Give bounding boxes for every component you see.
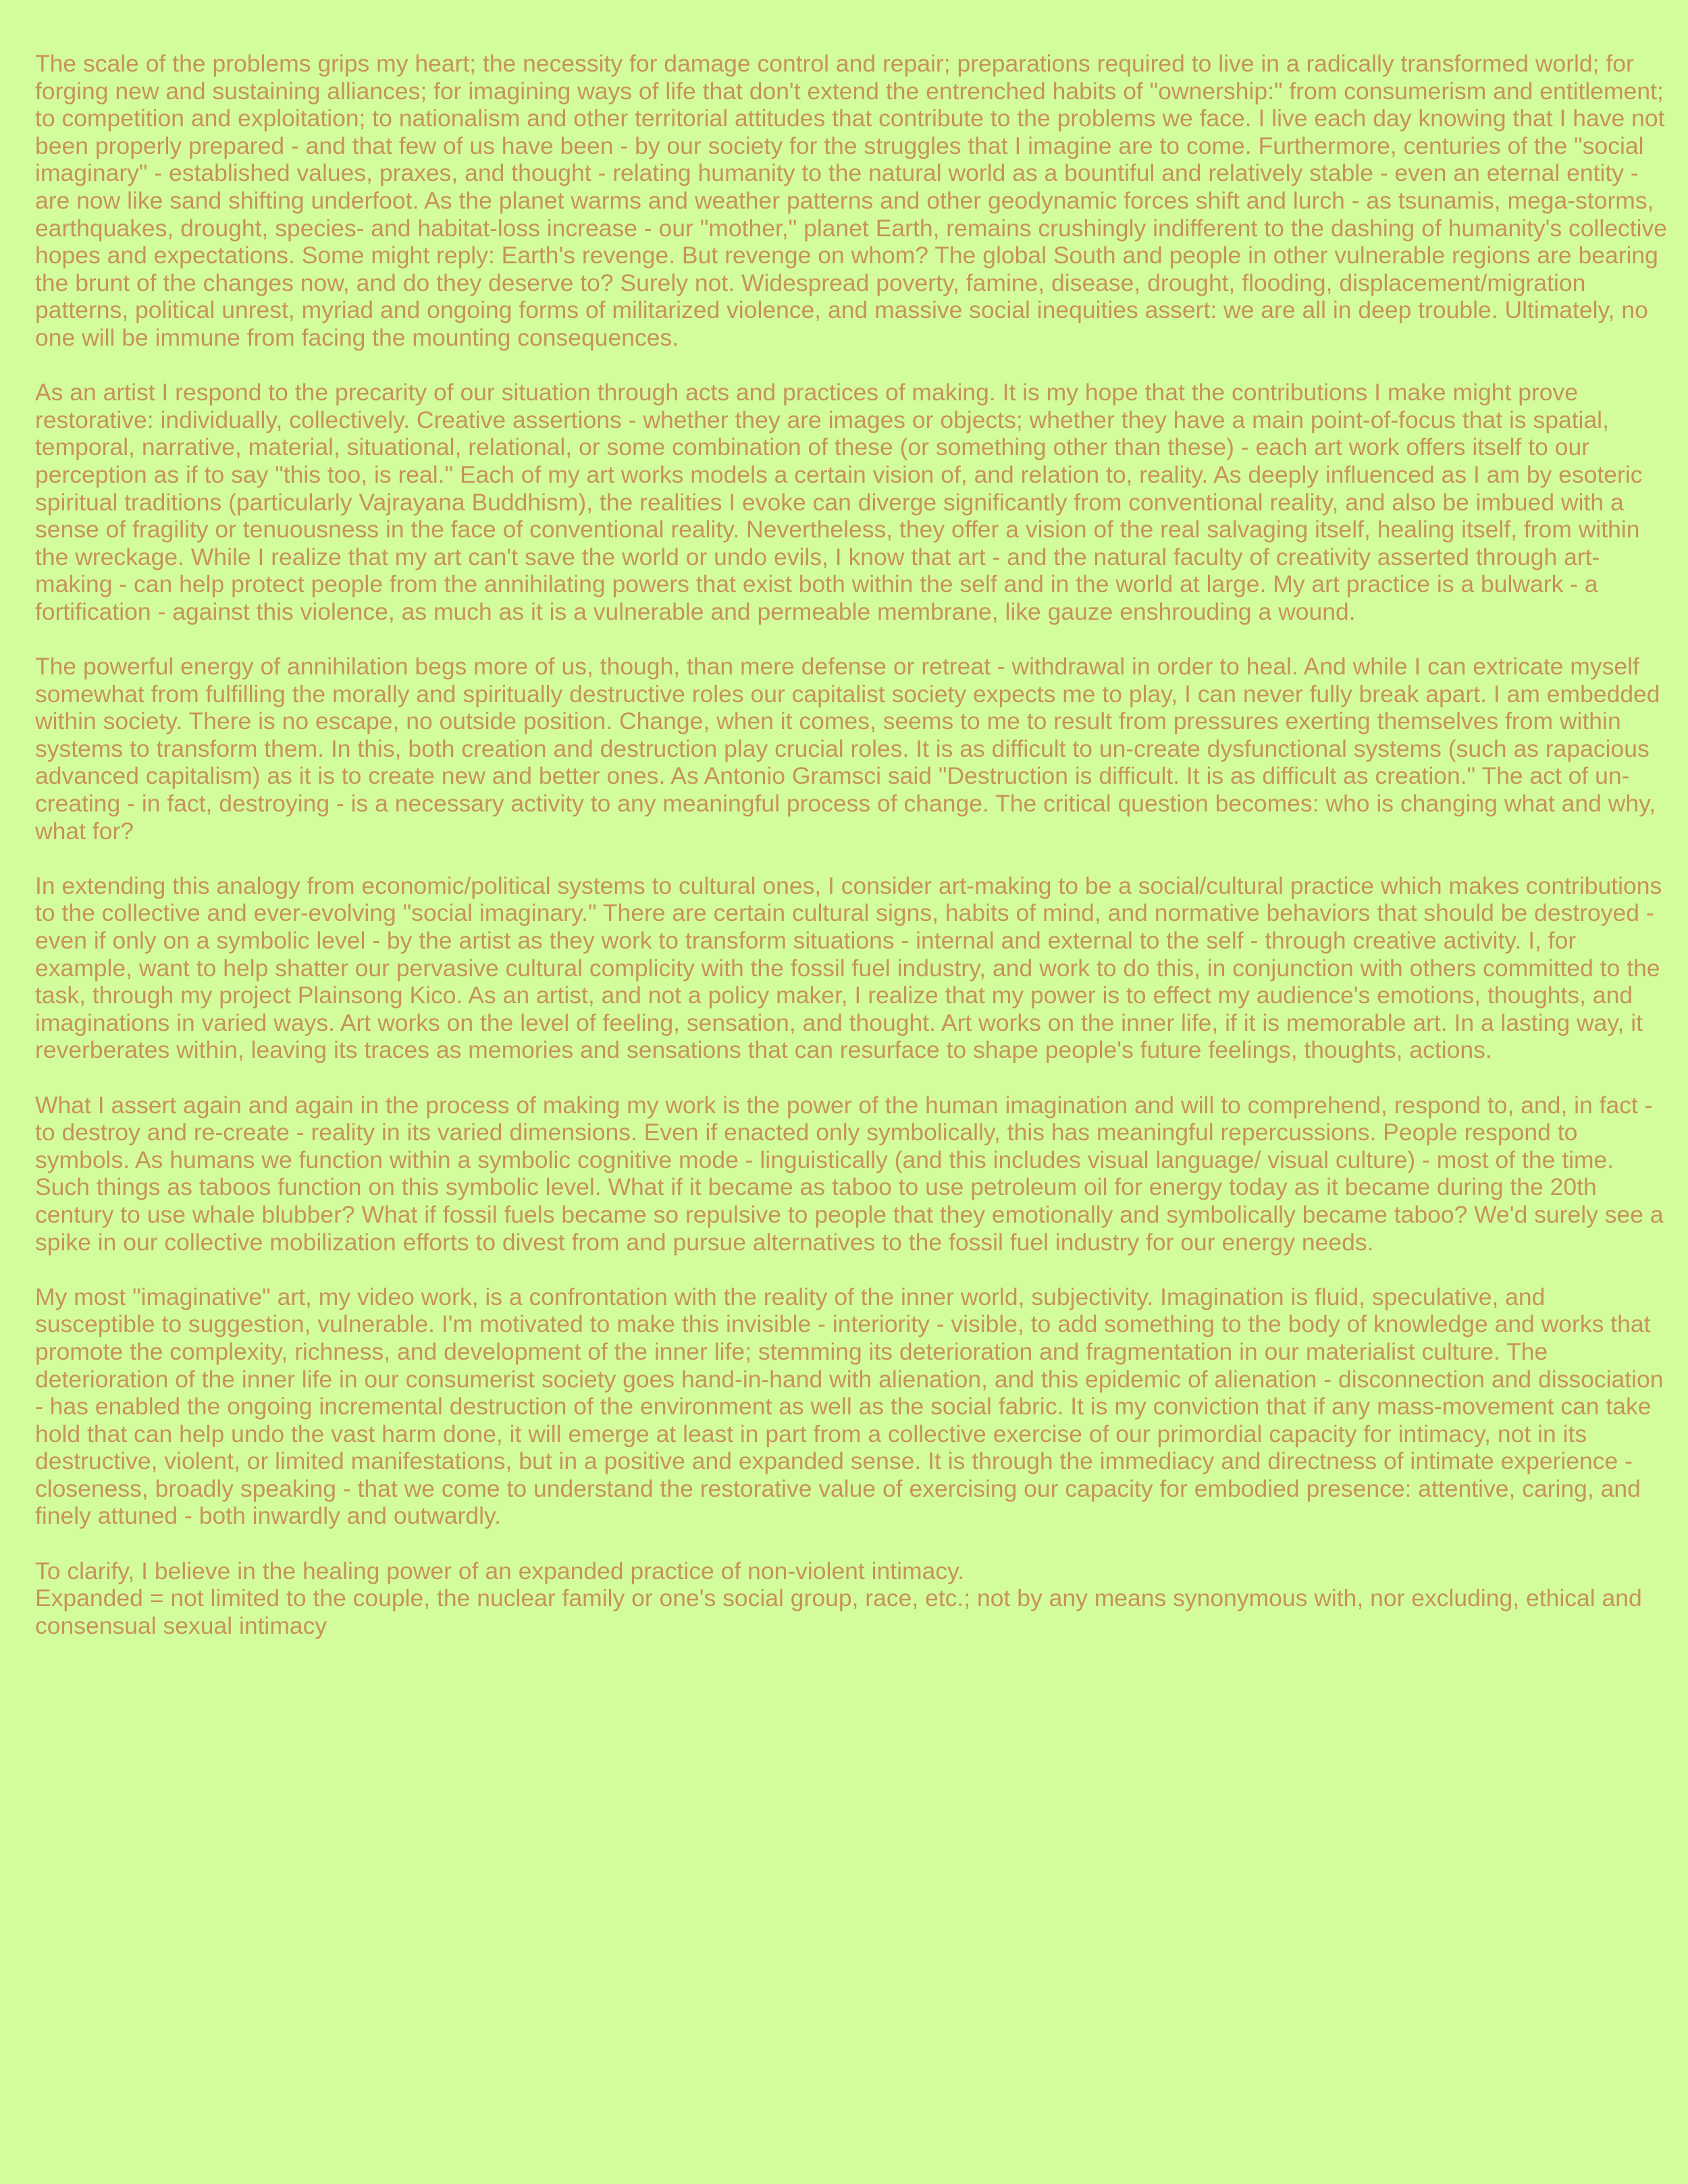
paragraph-imagination-power: What I assert again and again in the process of making my work is the power of the human imagination and will to comprehend, respond to, and, in fact - to destroy and re-create - reality in its varied dimensions. Even if enacted only symbolically, this has meaningful repercussions. People respond to symbols. As humans we function within a symbolic cognitive mode - linguistically (and this includes visual language/ visual culture) - most of the time. Such things as taboos function on this symbolic level. What if it became as taboo to use petroleum oil for energy today as it became during the 20th century to use whale blubber? What if fossil fuels became so repulsive to people that they emotionally and symbolically became taboo? We'd surely see a spike in our collective mobilization efforts to divest from and pursue alternatives to the fossil fuel industry for our energy needs. (35, 1091, 1664, 1256)
paragraph-scale-of-problems: The scale of the problems grips my heart; the necessity for damage control and repair; preparations required to live in a radically transformed world; for forging new and sustaining alliances; for imagining ways of life that don't extend the entrenched habits of "ownership:" from consumerism and entitlement; to competition and exploitation; to nationalism and other territorial attitudes that contribute to the problems we face. I live each day knowing that I have not been properly prepared - and that few of us have been - by our society for the struggles that I imagine are to come. Furthermore, centuries of the "social imaginary" - established values, praxes, and thought - relating humanity to the natural world as a bountiful and relatively stable - even an eternal entity - are now like sand shifting underfoot. As the planet warms and weather patterns and other geodynamic forces shift and lurch - as tsunamis, mega-storms, earthquakes, drought, species- and habitat-loss increase - our "mother," planet Earth, remains crushingly indifferent to the dashing of humanity's collective hopes and expectations. Some might reply: Earth's revenge. But revenge on whom? The global South and people in other vulnerable regions are bearing the brunt of the changes now, and do they deserve to? Surely not. Widespread poverty, famine, disease, drought, flooding, displacement/migration patterns, political unrest, myriad and ongoing forms of militarized violence, and massive social inequities assert: we are all in deep trouble. Ultimately, no one will be immune from facing the mounting consequences. (35, 50, 1668, 351)
closing-line-1: To clarify, I believe in the healing power of an expanded practice of non-violent intimacy. (35, 1557, 965, 1584)
artist-statement (35, 50, 1669, 1639)
paragraph-artist-response: As an artist I respond to the precarity of our situation through acts and practices of making. It is my hope that the contributions I make might prove restorative: individually, collectively. Creative assertions - whether they are images or objects; whether they have a main point-of-focus that is spatial, temporal, narrative, material, situational, relational, or some combination of these (or something other than these) - each art work offers itself to our perception as if to say "this too, is real." Each of my art works models a certain vision of, and relation to, reality. As deeply influenced as I am by esoteric spiritual traditions (particularly Vajrayana Buddhism), the realities I evoke can diverge significantly from conventional reality, and also be imbued with a sense of fragility or tenuousness in the face of conventional reality. Nevertheless, they offer a vision of the real salvaging itself, healing itself, from within the wreckage. While I realize that my art can't save the world or undo evils, I know that art - and the natural faculty of creativity asserted through art-making - can help protect people from the annihilating powers that exist both within the self and in the world at large. My art practice is a bulwark - a fortification - against this violence, as much as it is a vulnerable and permeable membrane, like gauze enshrouding a wound. (35, 379, 1643, 625)
paragraph-annihilation: The powerful energy of annihilation begs more of us, though, than mere defense or retreat - withdrawal in order to heal. And while I can extricate myself somewhat from fulfilling the morally and spiritually destructive roles our capitalist society expects me to play, I can never fully break apart. I am embedded within society. There is no escape, no outside position. Change, when it comes, seems to me to result from pressures exerting themselves from within systems to transform them. In this, both creation and destruction play crucial roles. It is as difficult to un-create dysfunctional systems (such as rapacious advanced capitalism) as it is to create new and better ones. As Antonio Gramsci said "Destruction is difficult. It is as difficult as creation." The act of un-creating - in fact, destroying - is a necessary activity to any meaningful process of change. The critical question becomes: who is changing what and why, what for? (35, 653, 1660, 845)
closing-line-2: Expanded = not limited to the couple, the nuclear family or one's social group, race, etc.; not by any means synonymous with, nor excluding, ethical and consensual sexual intimacy (35, 1584, 1642, 1639)
paragraph-video-work: My most "imaginative" art, my video work, is a confrontation with the reality of the inner world, subjectivity. Imagination is fluid, speculative, and susceptible to suggestion, vulnerable. I'm motivated to make this invisible - interiority - visible, to add something to the body of knowledge and works that promote the complexity, richness, and development of the inner life; stemming its deterioration and fragmentation in our materialist culture. The deterioration of the inner life in our consumerist society goes hand-in-hand with alienation, and this epidemic of alienation - disconnection and dissociation - has enabled the ongoing incremental destruction of the environment as well as the social fabric. It is my conviction that if any mass-movement can take hold that can help undo the vast harm done, it will emerge at least in part from a collective exercise of our primordial capacity for intimacy, not in its destructive, violent, or limited manifestations, but in a positive and expanded sense. It is through the immediacy and directness of intimate experience - closeness, broadly speaking - that we come to understand the restorative value of exercising our capacity for embodied presence: attentive, caring, and finely attuned - both inwardly and outwardly. (35, 1283, 1664, 1530)
paragraph-cultural-systems: In extending this analogy from economic/political systems to cultural ones, I consider art-making to be a social/cultural practice which makes contributions to the collective and ever-evolving "social imaginary." There are certain cultural signs, habits of mind, and normative behaviors that should be destroyed - even if only on a symbolic level - by the artist as they work to transform situations - internal and external to the self - through creative activity. I, for example, want to help shatter our pervasive cultural complicity with the fossil fuel industry, and work to do this, in conjunction with others committed to the task, through my project Plainsong Kico. As an artist, and not a policy maker, I realize that my power is to effect my audience's emotions, thoughts, and imaginations in varied ways. Art works on the level of feeling, sensation, and thought. Art works on the inner life, if it is memorable art. In a lasting way, it reverberates within, leaving its traces as memories and sensations that can resurface to shape people's future feelings, thoughts, actions. (35, 872, 1662, 1064)
closing-note (35, 1557, 1669, 1640)
